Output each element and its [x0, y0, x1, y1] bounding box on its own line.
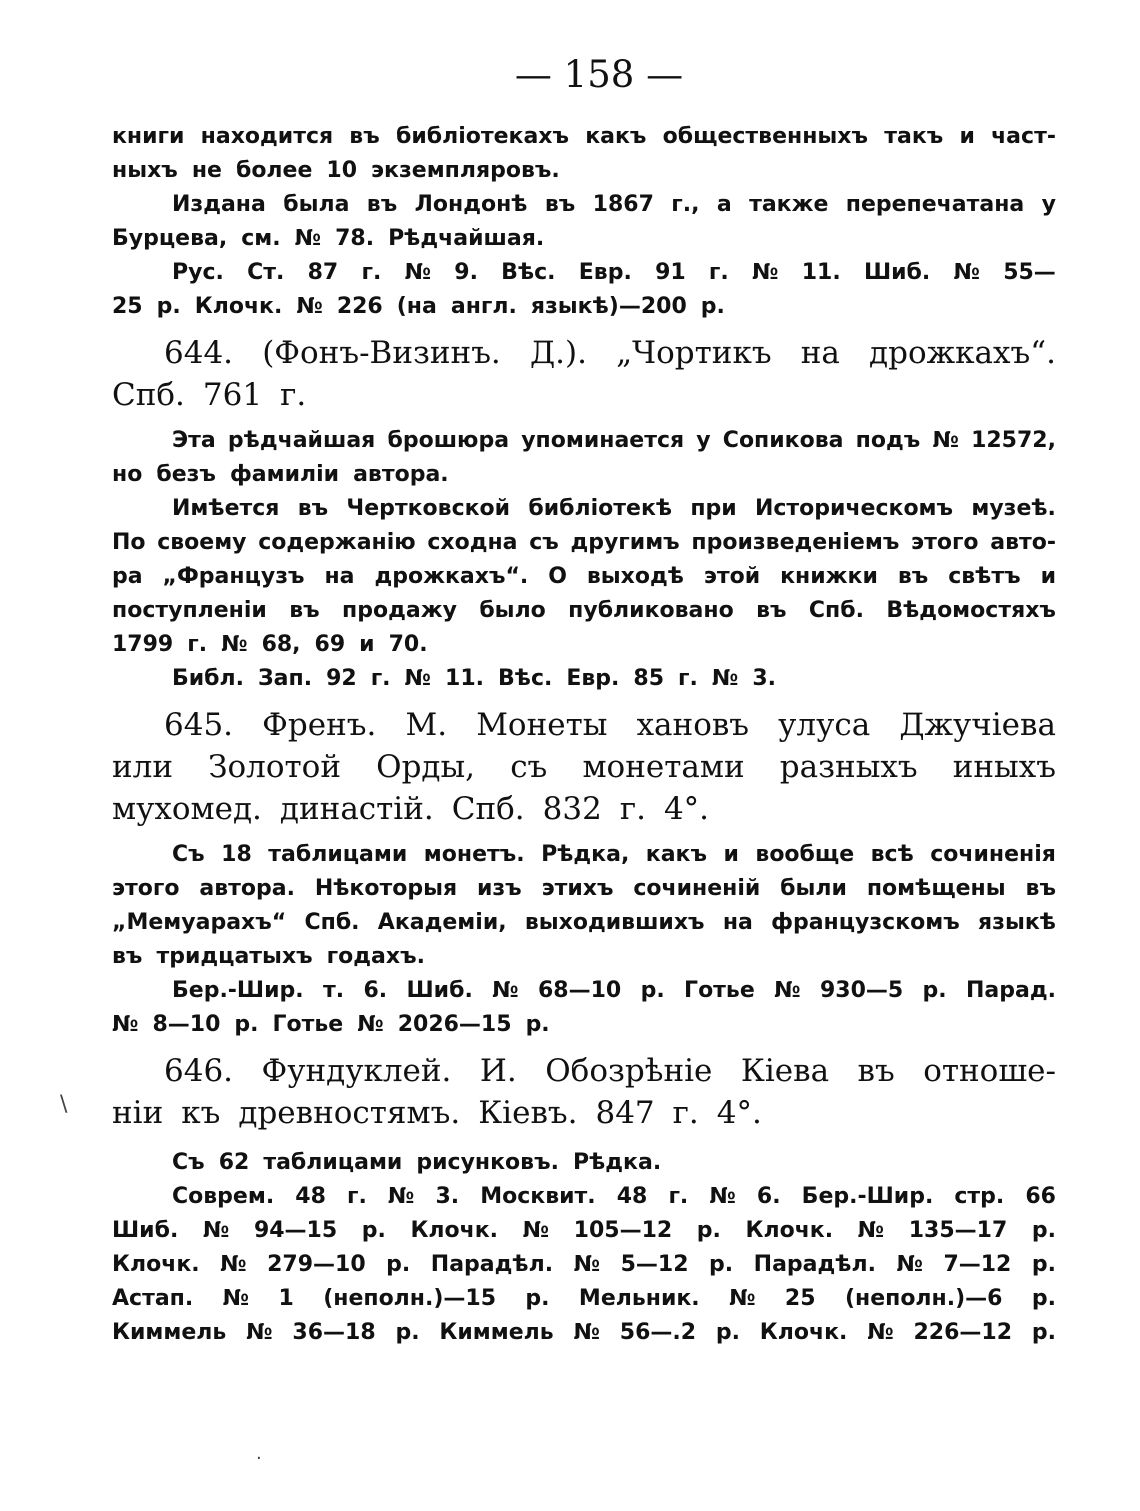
text-line: Съ 18 таблицами монетъ. Рѣдка, какъ и вообще всѣ сочиненія: [172, 842, 1056, 867]
text-line: № 8—10 р. Готье № 2026—15 р.: [112, 1012, 550, 1037]
text-line: По своему содержанію сходна съ другимъ произведеніемъ этого авто-: [112, 530, 1056, 555]
entry-heading: Спб. 761 г.: [112, 377, 307, 413]
text-line: но безъ фамиліи автора.: [112, 462, 449, 487]
entry-heading: 644. (Фонъ-Визинъ. Д.). „Чортикъ на дрожкахъ“.: [164, 335, 1056, 371]
text-line: книги находится въ библіотекахъ какъ общественныхъ такъ и част-: [112, 124, 1056, 149]
margin-tick-mark: \: [60, 1092, 68, 1117]
bottom-dot-mark: ·: [256, 1448, 262, 1469]
text-line: ра „Французъ на дрожкахъ“. О выходѣ этой книжки въ свѣтъ и: [112, 564, 1056, 589]
text-line: Рус. Ст. 87 г. № 9. Вѣс. Евр. 91 г. № 11. Шиб. № 55—: [172, 260, 1056, 285]
text-line: этого автора. Нѣкоторыя изъ этихъ сочиненій были помѣщены въ: [112, 876, 1056, 901]
entry-heading: 646. Фундуклей. И. Обозрѣніе Кіева въ отноше-: [164, 1053, 1056, 1089]
text-line: 1799 г. № 68, 69 и 70.: [112, 632, 428, 657]
entry-heading: 645. Френъ. М. Монеты хановъ улуса Джучіева: [164, 707, 1056, 743]
entry-heading: ніи къ древностямъ. Кіевъ. 847 г. 4°.: [112, 1095, 762, 1131]
text-line: Шиб. № 94—15 р. Клочк. № 105—12 р. Клочк. № 135—17 р.: [112, 1218, 1056, 1243]
text-line: Киммель № 36—18 р. Киммель № 56—.2 р. Клочк. № 226—12 р.: [112, 1320, 1056, 1345]
text-line: Издана была въ Лондонѣ въ 1867 г., а также перепечатана у: [172, 192, 1056, 217]
text-line: Астап. № 1 (неполн.)—15 р. Мельник. № 25 (неполн.)—6 р.: [112, 1286, 1056, 1311]
text-line: Бер.-Шир. т. 6. Шиб. № 68—10 р. Готье № 930—5 р. Парад.: [172, 978, 1056, 1003]
entry-heading: или Золотой Орды, съ монетами разныхъ иныхъ: [112, 749, 1056, 785]
text-line: Съ 62 таблицами рисунковъ. Рѣдка.: [172, 1150, 662, 1175]
entry-heading: мухомед. династій. Спб. 832 г. 4°.: [112, 791, 710, 827]
text-line: въ тридцатыхъ годахъ.: [112, 944, 425, 969]
text-line: Клочк. № 279—10 р. Парадѣл. № 5—12 р. Парадѣл. № 7—12 р.: [112, 1252, 1056, 1277]
text-line: Имѣется въ Чертковской библіотекѣ при Историческомъ музеѣ.: [172, 496, 1056, 521]
text-line: Бурцева, см. № 78. Рѣдчайшая.: [112, 226, 545, 251]
text-line: ныхъ не более 10 экземпляровъ.: [112, 158, 560, 183]
book-page: [112, 48, 1056, 1350]
text-line: Соврем. 48 г. № 3. Москвит. 48 г. № 6. Бер.-Шир. стр. 66: [172, 1184, 1056, 1209]
text-line: поступленіи въ продажу было публиковано въ Спб. Вѣдомостяхъ: [112, 598, 1056, 623]
text-line: „Мемуарахъ“ Спб. Академіи, выходившихъ на французскомъ языкѣ: [112, 910, 1056, 935]
text-line: Эта рѣдчайшая брошюра упоминается у Сопикова подъ № 12572,: [172, 428, 1056, 453]
page-number: — 158 —: [514, 53, 684, 96]
text-line: 25 р. Клочк. № 226 (на англ. языкѣ)—200 р.: [112, 294, 725, 319]
text-line: Библ. Зап. 92 г. № 11. Вѣс. Евр. 85 г. № 3.: [172, 666, 777, 691]
